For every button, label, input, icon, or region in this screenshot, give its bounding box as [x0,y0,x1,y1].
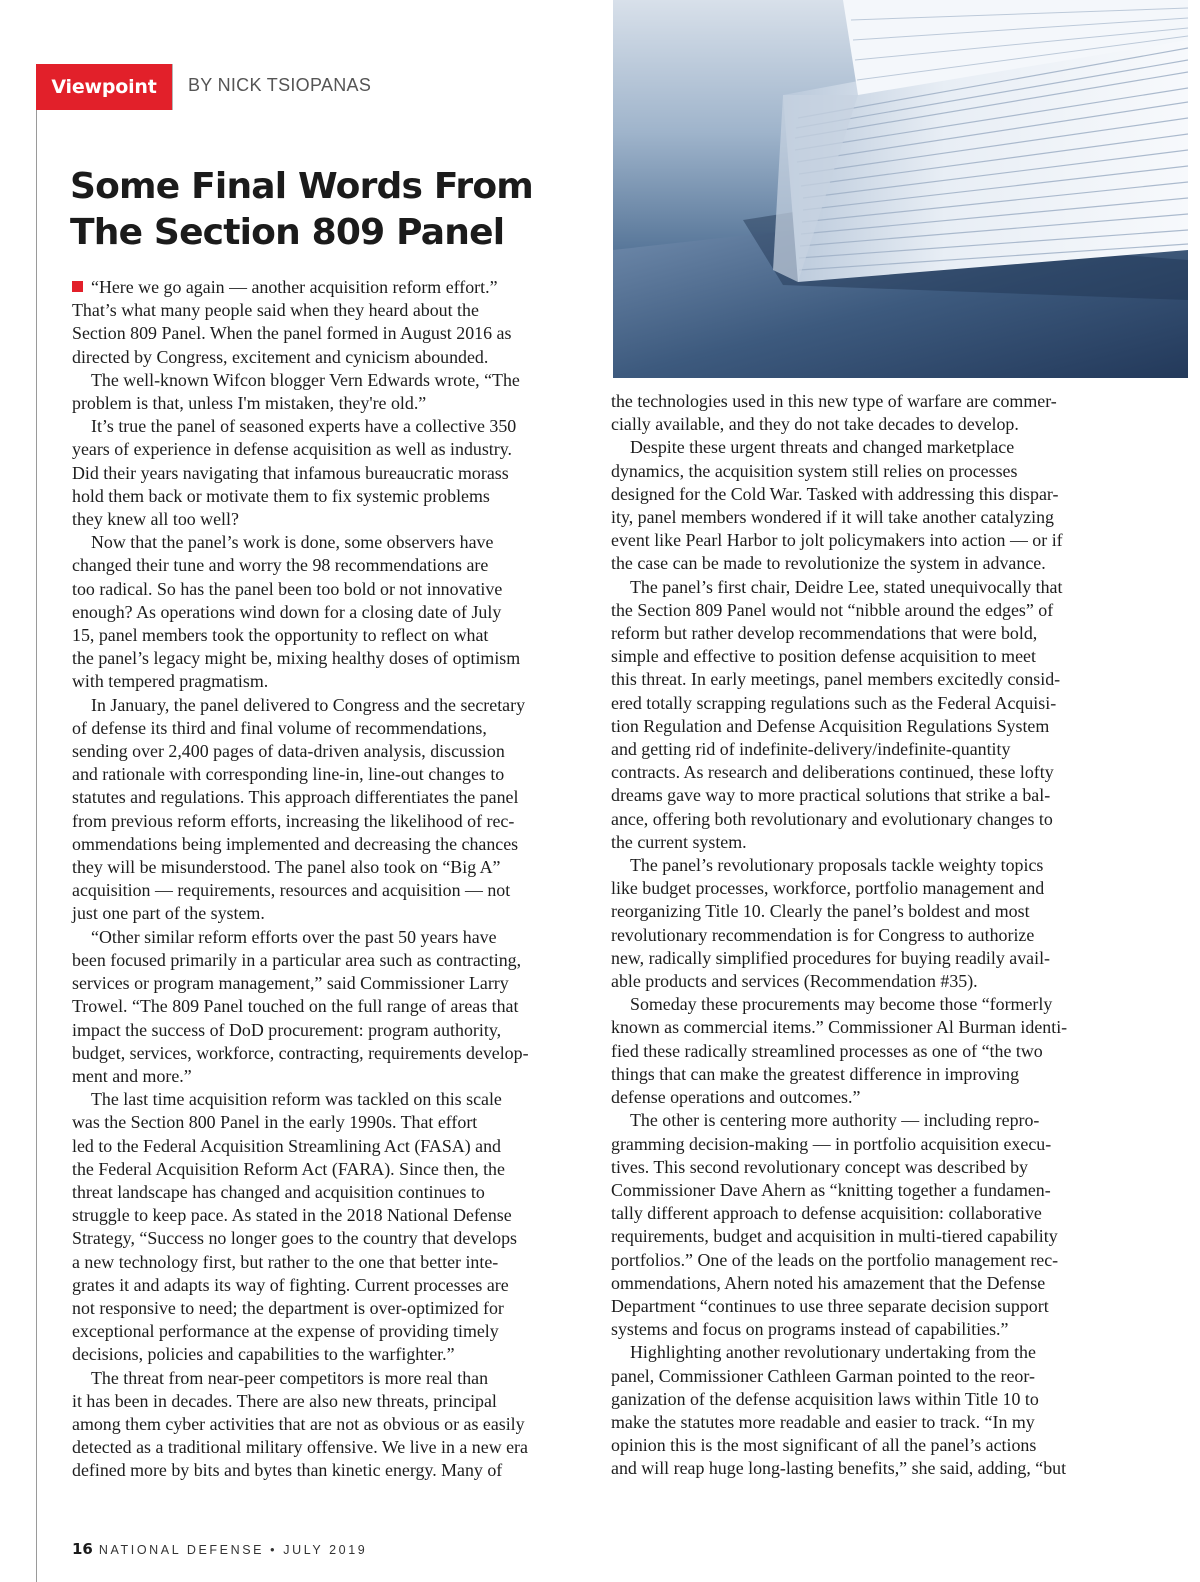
text-line [72,462,580,485]
text-line-content: grates it and adapts its way of fighting. Current processes are [72,1274,509,1295]
text-line [611,831,1119,854]
text-line [72,1436,580,1459]
text-line-content: “Other similar reform efforts over the past 50 years have [91,926,497,947]
text-line [72,1367,580,1390]
text-line-content: revolutionary recommendation is for Congress to authorize [611,924,1035,945]
text-line-content: the case can be made to revolutionize the system in advance. [611,553,1046,574]
text-line-content: Highlighting another revolutionary undertaking from the [630,1342,1036,1363]
text-line [611,436,1119,459]
text-line [611,784,1119,807]
text-line-content: it has been in decades. There are also new threats, principal [72,1390,497,1411]
text-line [72,1088,580,1111]
text-line-content: “Here we go again — another acquisition reform effort.” [91,277,498,297]
text-line-content: systems and focus on programs instead of capabilities.” [611,1319,1009,1340]
text-line [72,485,580,508]
text-line [72,346,580,369]
text-line-content: led to the Federal Acquisition Streamlining Act (FASA) and [72,1135,501,1156]
text-line-content: and getting rid of indefinite-delivery/indefinite-quantity [611,739,1011,760]
text-line [611,1272,1119,1295]
text-line-content: panel, Commissioner Cathleen Garman pointed to the reor- [611,1365,1035,1386]
text-line-content: portfolios.” One of the leads on the portfolio management rec- [611,1249,1059,1270]
byline: BY NICK TSIOPANAS [188,75,372,95]
text-line-content: struggle to keep pace. As stated in the 2018 National Defense [72,1205,512,1226]
text-line [72,531,580,554]
text-line [72,1042,580,1065]
text-line [72,438,580,461]
text-line [72,786,580,809]
text-line-content: the technologies used in this new type of warfare are commer- [611,391,1057,411]
text-line-content: enough? As operations wind down for a closing date of July [72,601,502,622]
text-line [611,715,1119,738]
text-line-content: of defense its third and final volume of recommendations, [72,717,487,738]
text-line-content: The panel’s first chair, Deidre Lee, stated unequivocally that [630,576,1063,597]
text-line-content: ity, panel members wondered if it will take another catalyzing [611,507,1054,528]
text-line-content: among them cyber activities that are not as obvious or as easily [72,1413,525,1434]
text-line-content: years of experience in defense acquisition as well as industry. [72,439,512,460]
text-line [611,1133,1119,1156]
text-line [611,1341,1119,1364]
text-line [72,1227,580,1250]
text-line-content: with tempered pragmatism. [72,671,269,692]
text-line [72,995,580,1018]
text-line [611,1457,1119,1480]
text-line [611,924,1119,947]
text-line-content: impact the success of DoD procurement: program authority, [72,1019,502,1040]
text-line-content: contracts. As research and deliberations continued, these lofty [611,762,1054,783]
text-line-content: the current system. [611,831,747,852]
text-line-content: they will be misunderstood. The panel also took on “Big A” [72,857,501,878]
text-line-content: cially available, and they do not take decades to develop. [611,414,1019,435]
text-line [72,1204,580,1227]
text-line [72,601,580,624]
text-line [611,947,1119,970]
text-line-content: problem is that, unless I'm mistaken, they're old.” [72,393,427,414]
text-line-content: The threat from near-peer competitors is more real than [91,1367,489,1388]
text-line-content: make the statutes more readable and easier to track. “In my [611,1411,1035,1432]
text-line [72,810,580,833]
text-line-content: opinion this is the most significant of all the panel’s actions [611,1435,1037,1456]
text-line [611,576,1119,599]
text-line [72,1158,580,1181]
text-line [611,1388,1119,1411]
text-line [611,900,1119,923]
text-line [611,1411,1119,1434]
text-line [72,647,580,670]
page-number: 16 [72,1540,93,1558]
text-line-content: ered totally scrapping regulations such as the Federal Acquisi- [611,692,1057,713]
text-line [72,902,580,925]
text-line-content: reform but rather develop recommendations that were bold, [611,623,1038,644]
text-line-content: this threat. In early meetings, panel members excitedly consid- [611,669,1061,690]
text-line-content: acquisition — requirements, resources and acquisition — not [72,880,511,901]
text-line [72,1320,580,1343]
text-line-content: tally different approach to defense acquisition: collaborative [611,1203,1042,1224]
text-line-content: ment and more.” [72,1065,192,1086]
text-line [611,483,1119,506]
text-line [611,668,1119,691]
text-line [72,1251,580,1274]
section-tag: Viewpoint [36,64,172,110]
text-line [72,276,580,299]
text-line-content: they knew all too well? [72,509,239,530]
text-line [611,552,1119,575]
headline-line-1: Some Final Words From [70,166,533,207]
text-line-content: The well-known Wifcon blogger Vern Edwards wrote, “The [91,369,520,390]
publication-line: NATIONAL DEFENSE • JULY 2019 [98,1543,368,1557]
text-line-content: Commissioner Dave Ahern as “knitting together a fundamen- [611,1179,1051,1200]
text-line-content: Section 809 Panel. When the panel formed in August 2016 as [72,323,512,344]
text-line [611,1318,1119,1341]
text-line-content: The panel’s revolutionary proposals tackle weighty topics [630,855,1044,876]
text-line [611,390,1119,413]
text-line [72,1019,580,1042]
text-line [72,856,580,879]
text-line [611,692,1119,715]
text-line [611,1016,1119,1039]
text-line-content: The last time acquisition reform was tackled on this scale [91,1089,502,1110]
article-column-left [72,276,580,1483]
text-line-content: the panel’s legacy might be, mixing healthy doses of optimism [72,648,521,669]
text-line-content: ommendations, Ahern noted his amazement that the Defense [611,1272,1046,1293]
text-line [611,1434,1119,1457]
text-line [72,833,580,856]
text-line [72,1111,580,1134]
text-line [72,670,580,693]
text-line-content: gramming decision-making — in portfolio acquisition execu- [611,1133,1052,1154]
tag-divider [172,64,173,110]
text-line [611,808,1119,831]
text-line [72,392,580,415]
text-line [611,970,1119,993]
text-line [611,738,1119,761]
text-line-content: new, radically simplified procedures for buying readily avail- [611,947,1050,968]
text-line-content: tives. This second revolutionary concept was described by [611,1156,1029,1177]
text-line [611,1225,1119,1248]
text-line [72,369,580,392]
text-line-content: It’s true the panel of seasoned experts have a collective 350 [91,416,517,437]
text-line-content: too radical. So has the panel been too bold or not innovative [72,578,503,599]
text-line [611,993,1119,1016]
text-line [72,415,580,438]
text-line [611,1040,1119,1063]
text-line [611,529,1119,552]
text-line-content: like budget processes, workforce, portfolio management and [611,878,1045,899]
text-line [72,508,580,531]
text-line-content: requirements, budget and acquisition in multi-tiered capability [611,1226,1058,1247]
text-line [611,1109,1119,1132]
text-line [72,740,580,763]
text-line-content: dynamics, the acquisition system still relies on processes [611,460,1018,481]
text-line [72,322,580,345]
article-column-right [611,390,1119,1481]
text-line-content: been focused primarily in a particular area such as contracting, [72,949,522,970]
left-margin-rule [36,110,37,1582]
text-line [72,1135,580,1158]
text-line [611,1249,1119,1272]
text-line [611,1365,1119,1388]
text-line-content: ganization of the defense acquisition laws within Title 10 to [611,1388,1039,1409]
text-line [611,1086,1119,1109]
text-line [72,972,580,995]
page-footer [72,1540,367,1558]
headline-line-2: The Section 809 Panel [70,212,505,253]
text-line-content: changed their tune and worry the 98 recommendations are [72,555,489,576]
text-line-content: Did their years navigating that infamous bureaucratic morass [72,462,509,483]
text-line-content: That’s what many people said when they heard about the [72,300,479,321]
text-line-content: event like Pearl Harbor to jolt policymakers into action — or if [611,530,1063,551]
text-line-content: and rationale with corresponding line-in, line-out changes to [72,764,505,785]
text-line-content: In January, the panel delivered to Congress and the secretary [91,694,526,715]
text-line [611,877,1119,900]
text-line-content: Strategy, “Success no longer goes to the country that develops [72,1228,518,1249]
text-line-content: and will reap huge long-lasting benefits,” she said, adding, “but [611,1458,1067,1479]
text-line-content: dreams gave way to more practical solutions that strike a bal- [611,785,1051,806]
text-line-content: decisions, policies and capabilities to the warfighter.” [72,1344,455,1365]
text-line-content: tion Regulation and Defense Acquisition Regulations System [611,715,1050,736]
text-line [611,460,1119,483]
text-line-content: Department “continues to use three separate decision support [611,1295,1049,1316]
text-line [611,1295,1119,1318]
text-line [72,1065,580,1088]
text-line-content: was the Section 800 Panel in the early 1990s. That effort [72,1112,478,1133]
text-line [72,879,580,902]
text-line [611,1063,1119,1086]
text-line-content: directed by Congress, excitement and cynicism abounded. [72,346,489,367]
text-line [611,761,1119,784]
text-line-content: exceptional performance at the expense of providing timely [72,1321,499,1342]
text-line [72,694,580,717]
lead-bullet-icon [72,281,83,292]
text-line [611,506,1119,529]
text-line-content: not responsive to need; the department is over-optimized for [72,1297,504,1318]
text-line-content: ommendations being implemented and decreasing the chances [72,833,519,854]
text-line-content: hold them back or motivate them to fix systemic problems [72,485,490,506]
text-line [611,413,1119,436]
text-line-content: The other is centering more authority — including repro- [630,1110,1040,1131]
text-line [611,645,1119,668]
text-line [72,299,580,322]
text-line-content: things that can make the greatest difference in improving [611,1063,1020,1084]
text-line-content: simple and effective to position defense acquisition to meet [611,646,1036,667]
text-line [611,1156,1119,1179]
text-line-content: statutes and regulations. This approach differentiates the panel [72,787,519,808]
text-line-content: sending over 2,400 pages of data-driven analysis, discussion [72,741,505,762]
text-line [611,599,1119,622]
text-line-content: Trowel. “The 809 Panel touched on the full range of areas that [72,996,519,1017]
text-line-content: designed for the Cold War. Tasked with addressing this dispar- [611,483,1059,504]
text-line [72,1459,580,1482]
text-line [72,578,580,601]
text-line-content: the Section 809 Panel would not “nibble around the edges” of [611,599,1054,620]
text-line-content: from previous reform efforts, increasing the likelihood of rec- [72,810,515,831]
text-line [72,949,580,972]
text-line [72,624,580,647]
text-line-content: services or program management,” said Commissioner Larry [72,973,509,994]
text-line [611,854,1119,877]
text-line [72,1181,580,1204]
text-line-content: defined more by bits and bytes than kinetic energy. Many of [72,1460,503,1481]
text-line-content: Despite these urgent threats and changed marketplace [630,437,1015,458]
text-line-content: threat landscape has changed and acquisition continues to [72,1181,485,1202]
text-line-content: Now that the panel’s work is done, some observers have [91,532,494,553]
text-line [72,1297,580,1320]
text-line [72,1390,580,1413]
text-line-content: able products and services (Recommendation #35). [611,971,978,992]
text-line [72,1274,580,1297]
headline [70,164,590,256]
text-line-content: Someday these procurements may become those “formerly [630,994,1053,1015]
text-line-content: the Federal Acquisition Reform Act (FARA). Since then, the [72,1158,505,1179]
text-line [72,554,580,577]
text-line [72,1413,580,1436]
text-line-content: known as commercial items.” Commissioner Al Burman identi- [611,1017,1068,1038]
text-line-content: ance, offering both revolutionary and evolutionary changes to [611,808,1053,829]
text-line-content: 15, panel members took the opportunity to reflect on what [72,625,489,646]
text-line-content: reorganizing Title 10. Clearly the panel’s boldest and most [611,901,1030,922]
text-line [72,763,580,786]
text-line [611,622,1119,645]
text-line [72,1343,580,1366]
text-line-content: a new technology first, but rather to the one that better inte- [72,1251,499,1272]
text-line-content: fied these radically streamlined processes as one of “the two [611,1040,1043,1061]
text-line-content: just one part of the system. [72,903,265,924]
text-line-content: defense operations and outcomes.” [611,1087,861,1108]
text-line [72,926,580,949]
text-line-content: budget, services, workforce, contracting, requirements develop- [72,1042,529,1063]
text-line-content: detected as a traditional military offensive. We live in a new era [72,1437,528,1458]
paper-stack-photo [613,0,1188,378]
text-line [72,717,580,740]
text-line [611,1179,1119,1202]
text-line [611,1202,1119,1225]
